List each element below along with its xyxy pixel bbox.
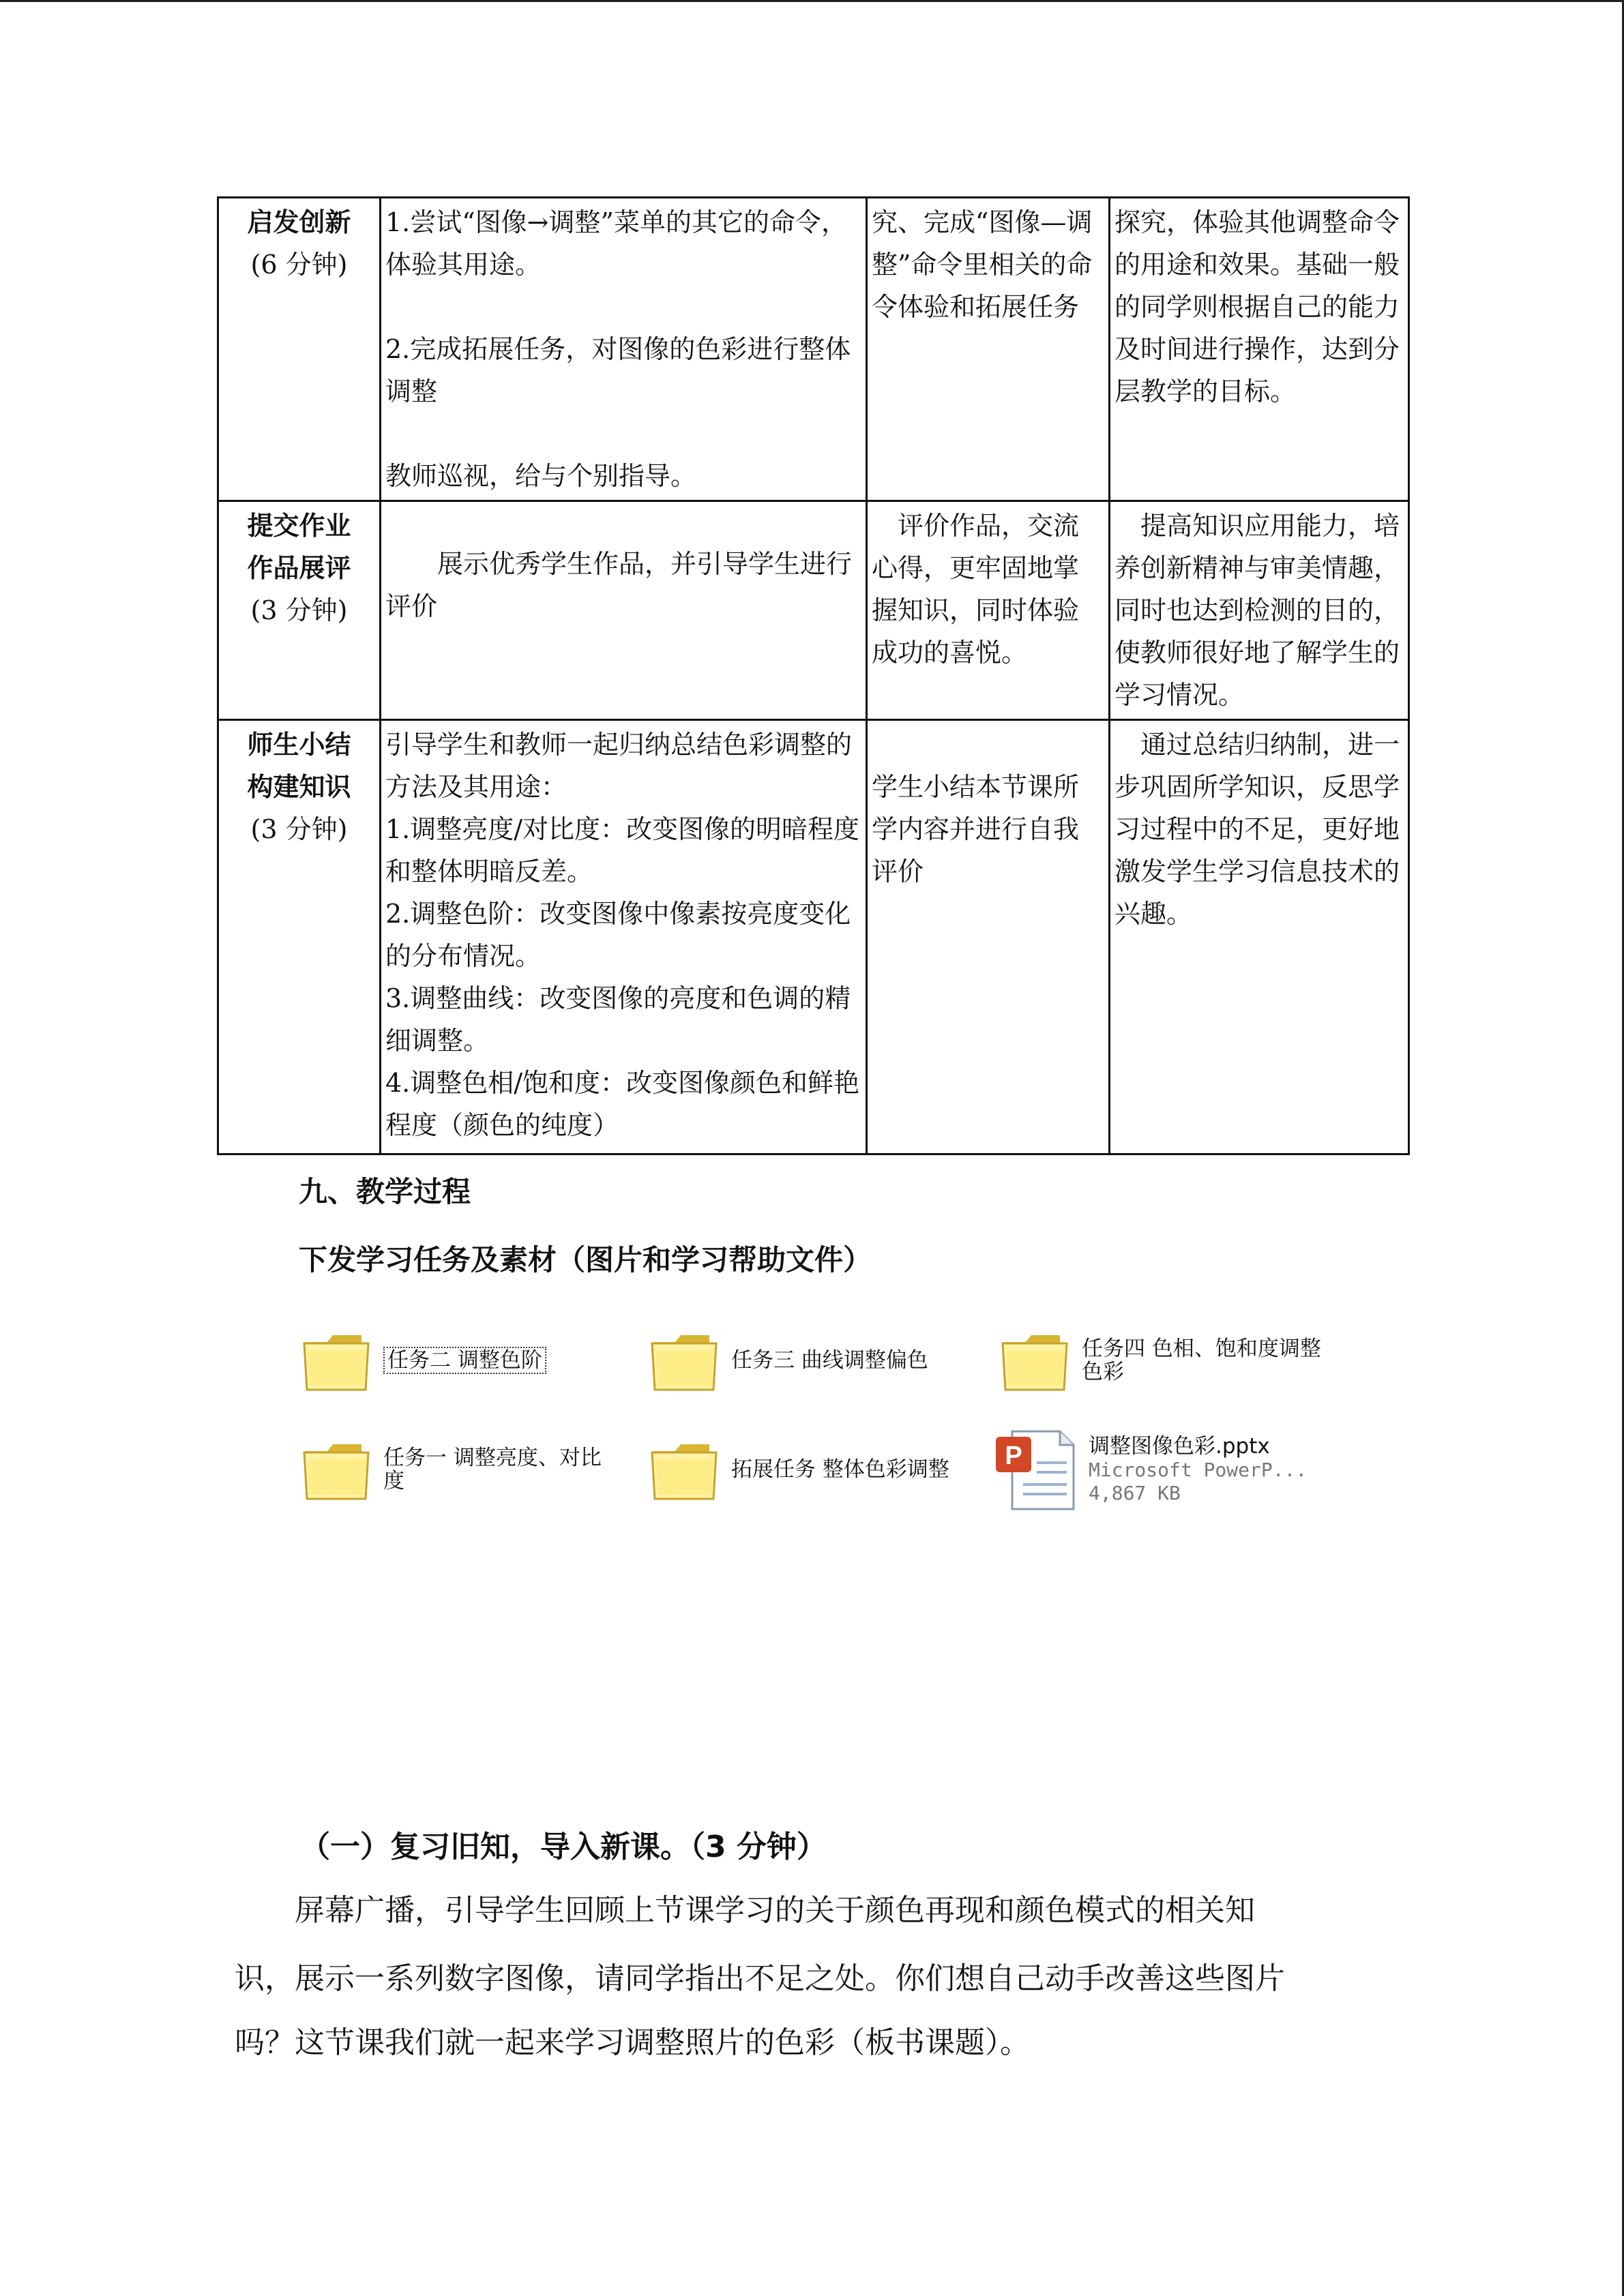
table-row [218,720,1409,1154]
file-label: 任务二 调整色阶 [383,1347,546,1374]
design-intent-cell [1110,720,1409,1154]
stage-duration: (3 分钟) [250,595,348,625]
table-row [218,501,1409,720]
ppt-filetype: Microsoft PowerP... [1089,1459,1308,1481]
file-label: 任务三 曲线调整偏色 [731,1348,928,1373]
intent-text: 通过总结归纳制，进一步巩固所学知识，反思学习过程中的不足，更好地激发学生学习信息技术的兴趣。 [1114,730,1400,929]
file-task2[interactable] [300,1323,546,1398]
subsection-heading: （一）复习旧知，导入新课。（3 分钟） [300,1830,827,1864]
folder-icon [300,1432,375,1507]
teacher-text: 4.调整色相/饱和度：改变图像颜色和鲜艳程度（颜色的纯度） [385,1068,860,1140]
teacher-text: 展示优秀学生作品，并引导学生进行评价 [385,549,853,621]
intro-line: 屏幕广播，引导学生回顾上节课学习的关于颜色再现和颜色模式的相关知 [295,1893,1255,1928]
table-row [218,198,1409,501]
student-text: 究、完成“图像—调整”命令里相关的命令体验和拓展任务 [872,207,1093,322]
stage-duration: (3 分钟) [250,814,348,844]
ppt-filename: 调整图像色彩.pptx [1089,1434,1270,1459]
file-pptx[interactable] [989,1422,1307,1517]
spacer [385,286,861,328]
teacher-activity-cell [381,198,867,501]
file-task4[interactable] [999,1323,1327,1398]
teacher-text: 2.完成拓展任务，对图像的色彩进行整体调整 [385,334,851,406]
teacher-activity-cell [381,501,867,720]
stage-title: 启发创新 [247,207,351,237]
file-label: 拓展任务 整体色彩调整 [731,1457,949,1482]
intro-line: 识，展示一系列数字图像，请同学指出不足之处。你们想自己动手改善这些图片 [235,1961,1285,1996]
teacher-activity-cell [381,720,867,1154]
teacher-text: 引导学生和教师一起归纳总结色彩调整的方法及其用途： [385,730,853,802]
design-intent-cell [1110,501,1409,720]
spacer [385,413,861,455]
lesson-process-table [217,196,1410,1155]
stage-title: 作品展评 [247,552,351,583]
stage-title: 构建知识 [247,771,351,802]
folder-icon [648,1432,723,1507]
ppt-filesize: 4,867 KB [1089,1482,1181,1504]
file-label: 任务一 调整亮度、对比度 [383,1446,602,1493]
design-intent-cell [1110,198,1409,501]
stage-cell [218,198,381,501]
student-activity-cell [867,720,1110,1154]
section-heading: 九、教学过程 [299,1175,471,1208]
stage-duration: (6 分钟) [250,250,348,280]
teacher-text: 3.调整曲线：改变图像的亮度和色调的精细调整。 [385,983,851,1056]
file-task3[interactable] [648,1323,956,1398]
file-label: 任务四 色相、饱和度调整色彩 [1082,1337,1321,1384]
teacher-text: 1.尝试“图像→调整”菜单的其它的命令，体验其用途。 [385,207,847,280]
student-text: 学生小结本节课所学内容并进行自我评价 [872,772,1080,886]
student-text: 评价作品，交流心得，更牢固地掌握知识，同时体验成功的喜悦。 [872,511,1080,668]
student-activity-cell [867,501,1110,720]
student-activity-cell [867,198,1110,501]
svg-text:P: P [1005,1442,1022,1470]
file-task1[interactable] [300,1432,608,1507]
powerpoint-file-icon [989,1422,1084,1517]
stage-cell [218,501,381,720]
file-extension-task[interactable] [648,1432,956,1507]
stage-title: 师生小结 [247,729,351,760]
teacher-text: 教师巡视，给与个别指导。 [385,461,697,491]
teacher-text: 1.调整亮度/对比度：改变图像的明暗程度和整体明暗反差。 [385,814,860,886]
folder-icon [999,1323,1074,1398]
page-edge-top [0,0,1624,2]
intent-text: 提高知识应用能力，培养创新精神与审美情趣，同时也达到检测的目的，使教师很好地了解学生的学习情况。 [1114,511,1400,710]
stage-title: 提交作业 [247,510,351,541]
teacher-text: 2.调整色阶：改变图像中像素按亮度变化的分布情况。 [385,899,851,971]
materials-heading: 下发学习任务及素材（图片和学习帮助文件） [299,1243,872,1277]
intro-line: 吗？这节课我们就一起来学习调整照片的色彩（板书课题）。 [235,2025,1030,2060]
intent-text: 探究，体验其他调整命令的用途和效果。基础一般的同学则根据自己的能力及时间进行操作，达到分层教学的目标。 [1114,207,1400,406]
folder-icon [300,1323,375,1398]
ppt-details [1089,1434,1307,1505]
folder-icon [648,1323,723,1398]
stage-cell [218,720,381,1154]
